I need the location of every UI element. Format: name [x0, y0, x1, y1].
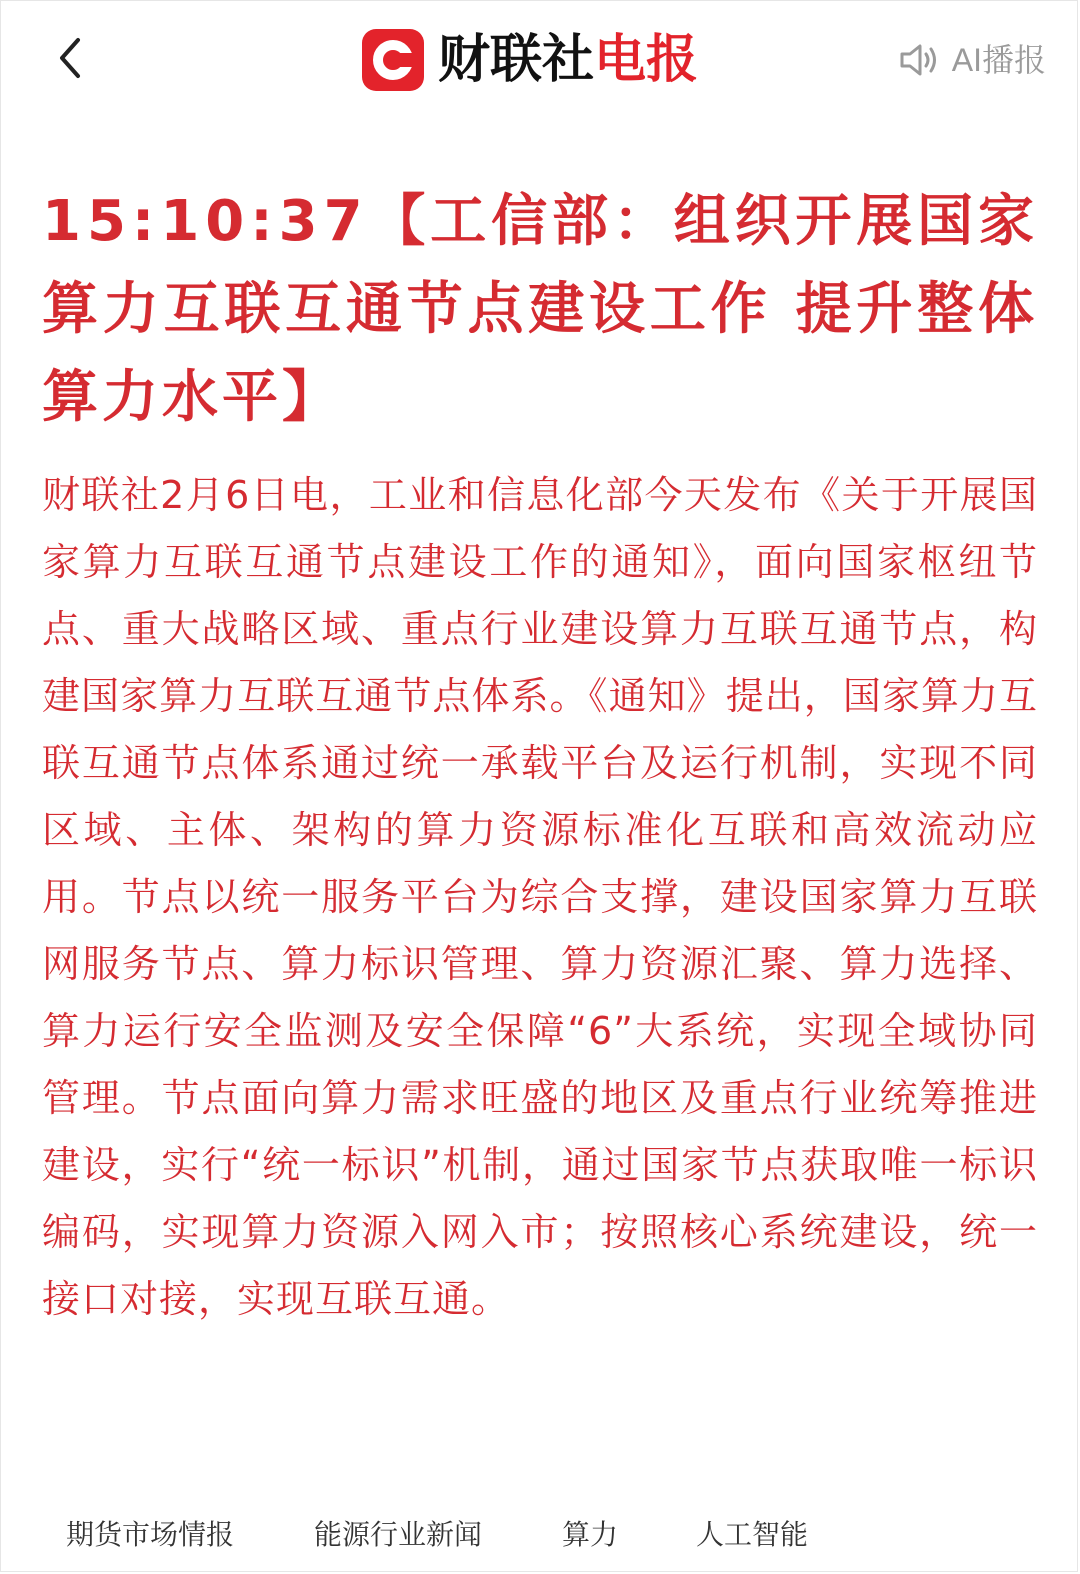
speaker-icon: [898, 40, 940, 80]
back-button[interactable]: [50, 30, 90, 86]
tag-artificial-intelligence[interactable]: 人工智能: [696, 1518, 809, 1551]
timestamp: 15:10:37: [42, 189, 369, 254]
headline: [42, 178, 1038, 442]
headline-title: 【工信部：组织开展国家算力互联互通节点建设工作 提升整体算力水平】: [42, 189, 1038, 430]
ai-broadcast-button[interactable]: [898, 38, 1046, 82]
tag-futures-market[interactable]: 期货市场情报: [66, 1518, 235, 1551]
chevron-left-icon: [50, 30, 90, 86]
article-body: 财联社2月6日电，工业和信息化部今天发布《关于开展国家算力互联互通节点建设工作的通知》，面向国家枢纽节点、重大战略区域、重点行业建设算力互联互通节点，构建国家算力互联互通节点体系。《通知》提出，国家算力互联互通节点体系通过统一承载平台及运行机制，实现不同区域、主体、架构的算力资源标准化互联和高效流动应用。节点以统一服务平台为综合支撑，建设国家算力互联网服务节点、算力标识管理、算力资源汇聚、算力选择、算力运行安全监测及安全保障“6”大系统，实现全域协同管理。节点面向算力需求旺盛的地区及重点行业统筹推进建设，实行“统一标识”机制，通过国家节点获取唯一标识编码，实现算力资源入网入市；按照核心系统建设，统一接口对接，实现互联互通。: [42, 473, 1038, 1321]
c-logo-icon: [362, 29, 424, 91]
tag-energy-news[interactable]: 能源行业新闻: [314, 1518, 483, 1551]
tag-computing-power[interactable]: 算力: [562, 1518, 619, 1551]
logo-text-brand: 财联社: [438, 30, 595, 90]
ai-broadcast-label: AI播报: [951, 42, 1046, 78]
logo-text-telegraph: 电报: [594, 30, 699, 90]
cls-telegraph-logo: [362, 28, 698, 92]
tag-bar: [66, 1508, 808, 1558]
top-bar: [0, 0, 1080, 120]
